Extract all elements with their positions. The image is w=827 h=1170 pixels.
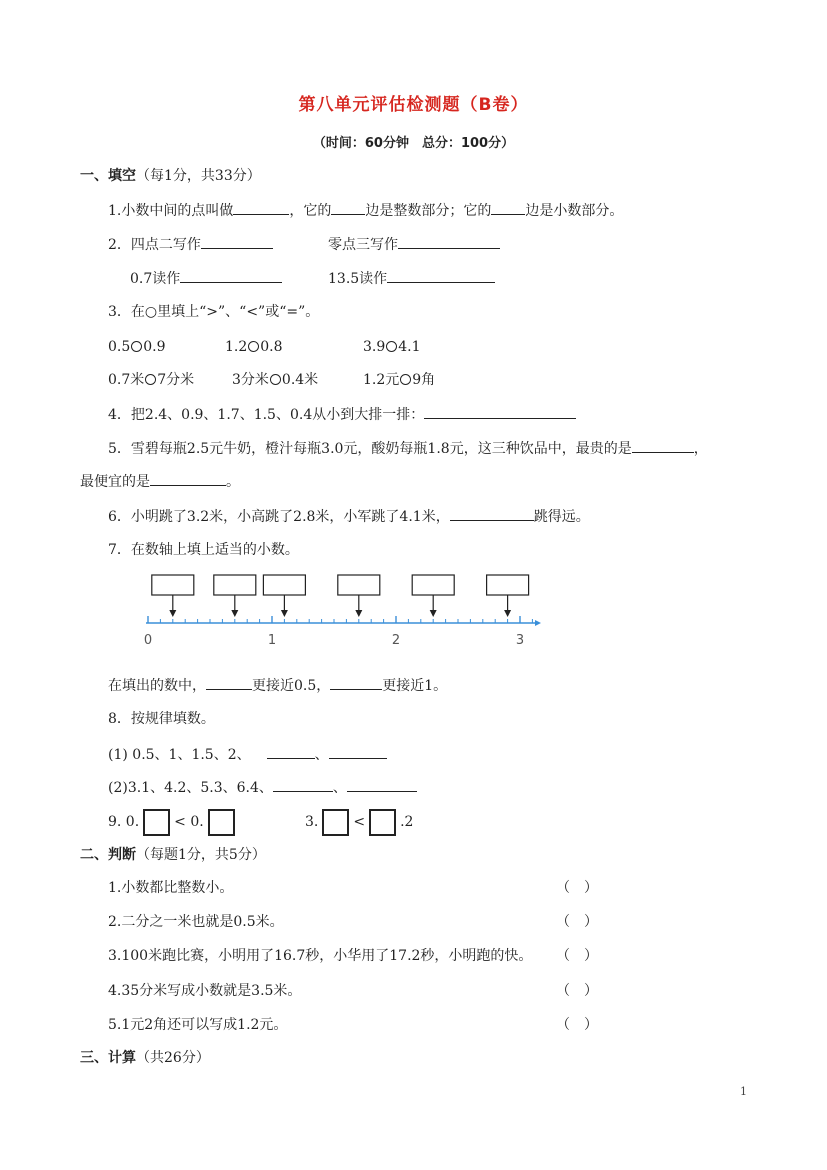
compare-circle[interactable] [386,341,397,352]
answer-blank[interactable] [330,675,382,690]
answer-blank[interactable] [273,777,333,792]
compare-item: 0.7米 7分米 [108,372,195,388]
question-8-sub-1: (1) 0.5、1、1.5、2、 、 [108,744,387,765]
number-line-figure [140,570,550,650]
answer-blank[interactable] [450,506,534,521]
section-name: 三、计算 [80,1050,136,1066]
digit-box[interactable] [143,809,170,836]
pointer-arrowhead [430,610,437,617]
judge-item-3: 3.100米跑比赛，小明用了16.7秒，小华用了17.2秒，小明跑的快。 [108,948,533,964]
answer-box[interactable] [412,575,454,617]
answer-box-frame[interactable] [487,575,529,595]
digit-box[interactable] [369,809,396,836]
judge-item-2: 2.二分之一米也就是0.5米。 [108,914,284,930]
answer-blank[interactable] [632,438,694,453]
answer-box[interactable] [487,575,529,617]
section-name: 二、判断 [80,847,136,863]
answer-blank[interactable] [180,268,282,283]
section-calculation [80,1048,210,1068]
question-7-followup: 在填出的数中， 更接近0.5， 更接近1。 [108,675,447,696]
question-2-row-1b: 零点三写作 [328,234,500,255]
question-2-row-2b: 13.5读作 [328,268,495,289]
judge-answer-paren[interactable]: （ ） [556,948,598,964]
compare-circle[interactable] [131,341,142,352]
page-title: 第八单元评估检测题（B卷） [298,95,529,115]
answer-blank[interactable] [398,234,500,249]
answer-blank[interactable] [233,200,289,215]
answer-blank[interactable] [347,777,417,792]
question-6: 6．小明跳了3.2米，小高跳了2.8米，小军跳了4.1米， 跳得远。 [108,506,590,527]
compare-circle[interactable] [248,341,259,352]
question-2-row-1: 2．四点二写作 [108,234,273,255]
question-4: 4．把2.4、0.9、1.7、1.5、0.4从小到大排一排： [108,404,576,425]
compare-circle[interactable] [270,374,281,385]
question-2-row-2: 0.7读作 [130,268,282,289]
section-note: （共26分） [136,1050,210,1066]
page-number: 1 [740,1085,747,1098]
tick-label: 3 [515,633,525,648]
answer-box[interactable] [263,575,305,617]
judge-item-4: 4.35分米写成小数就是3.5米。 [108,983,302,999]
section-fill-blank [80,166,261,186]
section-name: 一、填空 [80,168,136,184]
section-note: （每题1分，共5分） [136,847,266,863]
section-note: （每1分，共33分） [136,168,261,184]
pointer-arrowhead [169,610,176,617]
tick-label: 2 [391,633,401,648]
answer-blank[interactable] [331,200,365,215]
answer-blank[interactable] [150,471,226,486]
section-judgement [80,845,266,865]
answer-blank[interactable] [424,404,576,419]
answer-box-frame[interactable] [263,575,305,595]
axis-tick-labels [144,633,524,648]
pointer-arrowhead [355,610,362,617]
question-8: 8．按规律填数。 [108,711,215,727]
compare-item: 3分米 0.4米 [232,372,319,388]
judge-answer-paren[interactable]: （ ） [556,914,598,930]
judge-answer-paren[interactable]: （ ） [556,880,598,896]
question-5: 5．雪碧每瓶2.5元牛奶，橙汁每瓶3.0元，酸奶每瓶1.8元，这三种饮品中，最贵的是 ， [108,438,708,459]
compare-item: 1.2元 9角 [363,372,436,388]
pointer-arrowhead [231,610,238,617]
answer-box-frame[interactable] [412,575,454,595]
compare-item: 1.2 0.8 [225,339,283,355]
digit-box[interactable] [322,809,349,836]
judge-item-1: 1.小数都比整数小。 [108,880,234,896]
answer-blank[interactable] [387,268,495,283]
answer-blank[interactable] [491,200,525,215]
answer-box-frame[interactable] [152,575,194,595]
answer-boxes [152,575,529,617]
answer-blank[interactable] [267,744,315,759]
question-9-left: 9. 0. < 0. [108,808,239,836]
answer-blank[interactable] [201,234,273,249]
compare-item: 3.9 4.1 [363,339,421,355]
judge-answer-paren[interactable]: （ ） [556,983,598,999]
question-5-cont: 最便宜的是 。 [80,471,240,492]
answer-box[interactable] [338,575,380,617]
axis-ticks [148,616,532,623]
page-subtitle: （时间：60分钟 总分：100分） [312,136,515,151]
compare-circle[interactable] [400,374,411,385]
judge-item-5: 5.1元2角还可以写成1.2元。 [108,1017,288,1033]
compare-item: 0.5 0.9 [108,339,166,355]
digit-box[interactable] [208,809,235,836]
question-7: 7．在数轴上填上适当的小数。 [108,542,299,558]
answer-blank[interactable] [329,744,387,759]
judge-answer-paren[interactable]: （ ） [556,1017,598,1033]
question-9-right: 3. < .2 [305,808,413,836]
answer-box-frame[interactable] [338,575,380,595]
tick-label: 0 [143,633,153,648]
question-3: 3．在○里填上“>”、“<”或“=”。 [108,304,320,320]
question-8-sub-2: (2)3.1、4.2、5.3、6.4、 、 [108,777,417,798]
answer-blank[interactable] [206,675,252,690]
pointer-arrowhead [281,610,288,617]
question-1: 1.小数中间的点叫做 ，它的 边是整数部分；它的 边是小数部分。 [108,200,623,221]
compare-circle[interactable] [145,374,156,385]
answer-box-frame[interactable] [214,575,256,595]
answer-box[interactable] [214,575,256,617]
axis-arrowhead [535,620,541,626]
pointer-arrowhead [504,610,511,617]
tick-label: 1 [267,633,277,648]
answer-box[interactable] [152,575,194,617]
